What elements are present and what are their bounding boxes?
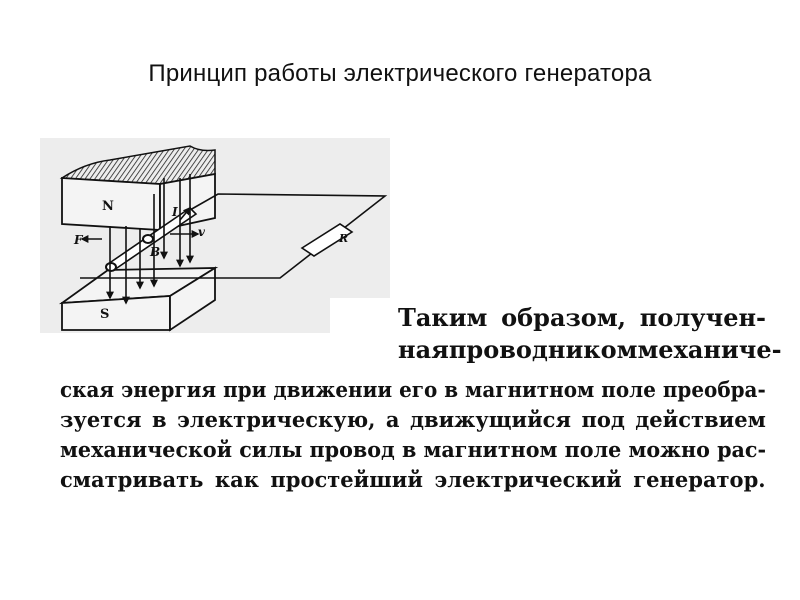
text-line-4: зуется в электрическую, а движущийся под действием bbox=[60, 407, 766, 432]
text-line-1: Таким образом, получен- bbox=[398, 303, 766, 332]
slide-title: Принцип работы электрического генератора bbox=[148, 60, 652, 87]
south-label: S bbox=[100, 307, 110, 322]
force-label: F bbox=[74, 233, 83, 247]
text-line-3: ская энергия при движении его в магнитном поле преобра- bbox=[60, 377, 766, 402]
current-label: I bbox=[172, 205, 178, 219]
text-line-2: ная проводником механиче- bbox=[398, 335, 782, 364]
north-label: N bbox=[102, 199, 114, 214]
velocity-label: v bbox=[198, 225, 205, 239]
text-line-5: механической силы провод в магнитном поле можно рас- bbox=[60, 437, 767, 462]
resistor-label: R bbox=[339, 232, 349, 245]
field-label: B bbox=[150, 245, 161, 259]
text-line-6: сматривать как простейший электрический генератор. bbox=[60, 467, 766, 492]
